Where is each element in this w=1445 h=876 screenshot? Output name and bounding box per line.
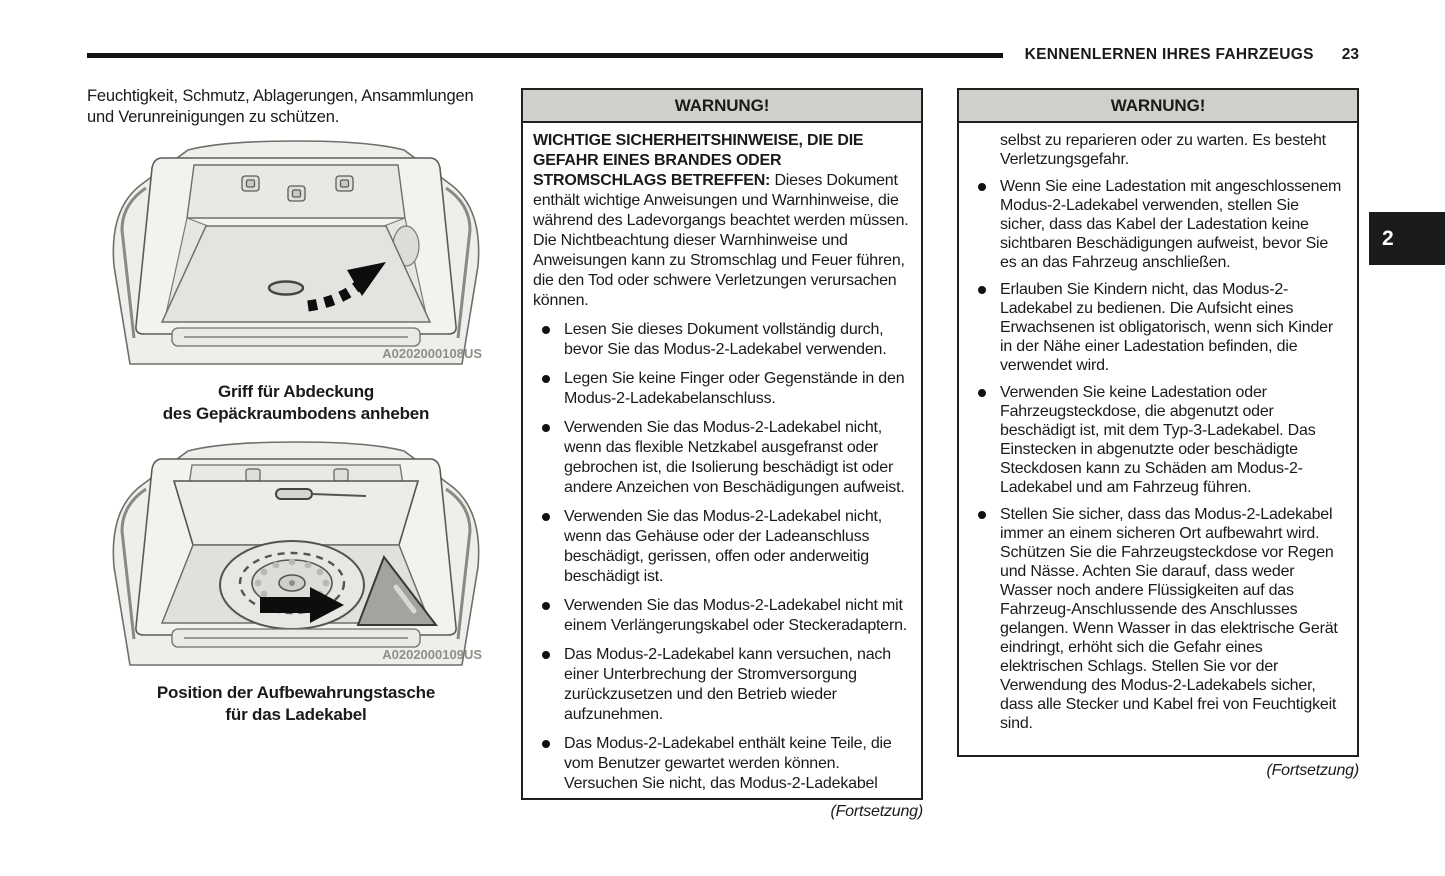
figure1-caption <box>87 381 505 424</box>
figure1-caption-line2: des Gepäckraumbodens anheben <box>162 403 430 423</box>
warning-box-1-lead <box>533 131 910 311</box>
figure2-caption-line2: für das Ladekabel <box>225 704 367 724</box>
warning-box-1-lead-text: Dieses Dokument enthält wichtige Anweisungen und Warnhinweise, die während des Ladevorgangs beachtet werden müssen. Die Nichtbeachtung dieser Warnhinweise und Anweisungen kann zu Stromschlag und Feuer führen, die den Tod oder schwere Verletzungen verursachen können. <box>533 172 909 309</box>
warning-box-1-body <box>523 123 921 798</box>
warning-box-2-title: WARNUNG! <box>959 90 1357 123</box>
warning-bullet: Lesen Sie dieses Dokument vollständig durch, bevor Sie das Modus-2-Ladekabel verwenden. <box>533 320 910 360</box>
continuation-note-2: (Fortsetzung) <box>1266 762 1359 779</box>
warning-box-1 <box>521 88 923 800</box>
warning-bullet: Verwenden Sie keine Ladestation oder Fahrzeugsteckdose, die abgenutzt oder beschädigt ist, mit dem Typ-3-Ladekabel. Das Einstecken in abgenutzte oder beschädigte Steckdosen kann zu Schäden am Modus-2-Ladekabel und am Fahrzeug führen. <box>969 383 1346 497</box>
warning-bullet: Das Modus-2-Ladekabel kann versuchen, nach einer Unterbrechung der Stromversorgung zurückzusetzen und den Betrieb wieder aufzunehmen. <box>533 645 910 725</box>
warning-box-1-title: WARNUNG! <box>523 90 921 123</box>
warning-bullet: Verwenden Sie das Modus-2-Ladekabel nicht, wenn das flexible Netzkabel ausgefranst oder gebrochen ist, die Isolierung beschädigt ist oder andere Anzeichen von Beschädigungen aufweist. <box>533 418 910 498</box>
intro-paragraph: Feuchtigkeit, Schmutz, Ablagerungen, Ansammlungen und Verunreinigungen zu schützen. <box>87 87 474 126</box>
figure1-caption-line1: Griff für Abdeckung <box>217 382 375 401</box>
continuation-note-1: (Fortsetzung) <box>830 803 923 820</box>
figure-storage-bag <box>87 439 505 667</box>
warning-box-2-body <box>959 123 1357 737</box>
figure-trunk-handle <box>87 138 505 366</box>
figure2-caption-line1: Position der Aufbewahrungstasche <box>156 683 436 702</box>
page-number: 23 <box>1341 46 1359 63</box>
warning-bullet: Das Modus-2-Ladekabel enthält keine Teile, die vom Benutzer gewartet werden können. Versuchen Sie nicht, das Modus-2-Ladekabel <box>533 734 910 794</box>
warning-box-2-list <box>969 177 1346 733</box>
chapter-tab <box>1369 212 1445 265</box>
page-header <box>87 44 1359 66</box>
warning-bullet: Stellen Sie sicher, dass das Modus-2-Ladekabel immer an einem sicheren Ort aufbewahrt wird. Schützen Sie die Fahrzeugsteckdose vor Regen und Nässe. Achten Sie darauf, dass weder Wasser noch andere Flüssigkeiten auf das Fahrzeug-Anschlussende des Anschlusses gelangen. Wenn Wasser in das elektrische Gerät eindringt, erhöht sich die Gefahr eines elektrischen Schlags. Stellen Sie vor der Verwendung des Modus-2-Ladekabels sicher, dass alle Stecker und Kabel frei von Feuchtigkeit sind. <box>969 505 1346 733</box>
figure1-watermark: A0202000108US <box>382 346 482 361</box>
warning-bullet: Wenn Sie eine Ladestation mit angeschlossenem Modus-2-Ladekabel verwenden, stellen Sie sicher, dass das Kabel der Ladestation keine sichtbaren Beschädigungen aufweist, bevor Sie es an das Fahrzeug anschließen. <box>969 177 1346 272</box>
figure2-caption <box>87 682 505 725</box>
trunk-floor-handle-illustration <box>100 138 492 366</box>
section-title: KENNENLERNEN IHRES FAHRZEUGS <box>1024 46 1314 63</box>
warning-box-2-carryover: selbst zu reparieren oder zu warten. Es besteht Verletzungsgefahr. <box>1000 132 1326 168</box>
warning-bullet: Erlauben Sie Kindern nicht, das Modus-2-Ladekabel zu bedienen. Die Aufsicht eines Erwachsenen ist obligatorisch, wenn sich Kinder in der Nähe einer Ladestation befinden, die verwendet wird. <box>969 280 1346 375</box>
chapter-tab-label: 2 <box>1382 226 1394 250</box>
left-column <box>87 86 505 725</box>
header-rule <box>87 53 1003 58</box>
warning-bullet: Verwenden Sie das Modus-2-Ladekabel nicht mit einem Verlängerungskabel oder Steckeradaptern. <box>533 596 910 636</box>
cable-storage-bag-illustration <box>100 439 492 667</box>
warning-bullet: Legen Sie keine Finger oder Gegenstände in den Modus-2-Ladekabelanschluss. <box>533 369 910 409</box>
warning-box-1-lead-bold: WICHTIGE SICHERHEITSHINWEISE, DIE DIE GEFAHR EINES BRANDES ODER STROMSCHLAGS BETREFFEN: <box>533 132 864 189</box>
figure2-watermark: A0202000109US <box>382 647 482 662</box>
warning-box-1-list <box>533 320 910 794</box>
warning-box-2 <box>957 88 1359 757</box>
warning-bullet: Verwenden Sie das Modus-2-Ladekabel nicht, wenn das Gehäuse oder der Ladeanschluss beschädigt, gerissen, offen oder anderweitig beschädigt ist. <box>533 507 910 587</box>
